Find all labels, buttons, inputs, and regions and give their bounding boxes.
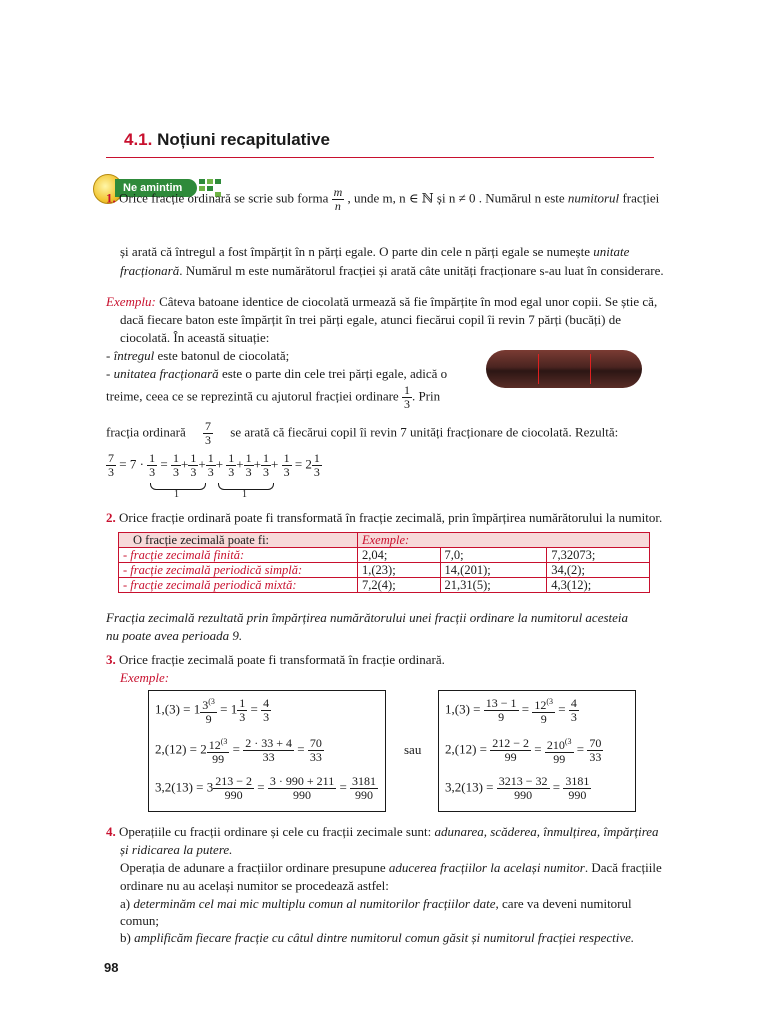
frac bbox=[569, 697, 579, 724]
p2-note-2: nu poate avea perioada 9. bbox=[106, 628, 243, 643]
p1-text-b: , unde m, n ∈ ℕ și n ≠ 0 . Numărul n este bbox=[347, 190, 565, 206]
p1-line2 bbox=[120, 244, 629, 260]
d: 33 bbox=[309, 750, 322, 764]
cell: 21,31(5); bbox=[440, 578, 547, 593]
d: 990 bbox=[568, 788, 587, 802]
frac bbox=[497, 775, 550, 802]
p3-text: Orice fracție zecimală poate fi transformată în fracție ordinară. bbox=[119, 652, 445, 667]
section-title bbox=[124, 130, 330, 150]
p4-text-5b: determinăm cel mai mic multiplu comun al numitorilor fracțiilor date, bbox=[133, 896, 499, 911]
eq: = bbox=[232, 741, 241, 757]
cell: 7,32073; bbox=[547, 548, 650, 563]
cell: 14,(201); bbox=[440, 563, 547, 578]
d: 3 bbox=[207, 465, 214, 479]
sup: (3 bbox=[564, 737, 572, 746]
d: 3 bbox=[262, 465, 269, 479]
dash: - bbox=[106, 366, 114, 381]
frac bbox=[188, 452, 198, 479]
p1-unitate: unitate bbox=[593, 244, 630, 259]
chocolate-bar-image bbox=[486, 350, 642, 388]
example-text-5: este o parte din cele trei părți egale, adică o bbox=[218, 366, 448, 381]
d: 3 bbox=[570, 710, 577, 724]
frac bbox=[213, 775, 254, 802]
n: 2 · 33 + 4 bbox=[245, 736, 293, 750]
title-divider bbox=[106, 157, 654, 158]
d: 3 bbox=[239, 710, 246, 724]
frac bbox=[206, 452, 216, 479]
decimal-types-table bbox=[118, 532, 650, 593]
eq: = bbox=[521, 701, 530, 717]
frac bbox=[587, 737, 603, 764]
dash: - bbox=[106, 348, 114, 363]
cell: 7,0; bbox=[440, 548, 547, 563]
n: 1 bbox=[283, 451, 290, 465]
frac bbox=[106, 452, 116, 479]
p4-b: b) bbox=[120, 930, 131, 945]
right-row-3 bbox=[445, 775, 591, 802]
n: 1 bbox=[313, 451, 320, 465]
d: 3 bbox=[173, 465, 180, 479]
page-number: 98 bbox=[104, 960, 119, 975]
example-label: Exemplu: bbox=[106, 294, 156, 309]
num: 12 bbox=[534, 698, 547, 712]
frac bbox=[490, 737, 531, 764]
intregul: întregul bbox=[113, 348, 155, 363]
p4-line5 bbox=[120, 896, 632, 912]
lhs: 2,(12) = 2 bbox=[155, 741, 207, 757]
eq: = 1 bbox=[220, 701, 238, 717]
d: 3 bbox=[263, 710, 270, 724]
frac bbox=[147, 452, 157, 479]
d: 3 bbox=[283, 465, 290, 479]
example-line5 bbox=[106, 366, 447, 382]
d: 3 bbox=[149, 465, 156, 479]
n bbox=[207, 735, 230, 753]
frac-den: n bbox=[334, 199, 341, 213]
table-header-1: O fracție zecimală poate fi: bbox=[119, 533, 358, 548]
eq-mid: = 7 · bbox=[119, 456, 144, 472]
table-row bbox=[119, 548, 650, 563]
cell: 4,3(12); bbox=[547, 578, 650, 593]
sau-label: sau bbox=[404, 742, 422, 757]
section-number: 4.1. bbox=[124, 130, 153, 149]
p2-line bbox=[106, 510, 662, 526]
row-kind: - fracție zecimală periodică simplă: bbox=[119, 563, 358, 578]
frac bbox=[200, 695, 217, 726]
p4-line4: ordinare nu au același numitor se procedează astfel: bbox=[120, 878, 389, 893]
frac bbox=[243, 737, 294, 764]
fraction-7-3 bbox=[203, 420, 213, 447]
eq: = bbox=[339, 779, 347, 795]
n bbox=[200, 695, 217, 713]
p2-text: Orice fracție ordinară poate fi transformată în fracție zecimală, prin împărțirea numărătorului la numitor. bbox=[119, 510, 663, 525]
p4-text-3c: . Dacă fracțiile bbox=[584, 860, 662, 875]
d: 99 bbox=[212, 752, 225, 766]
left-row-3 bbox=[155, 775, 378, 802]
cell: 34,(2); bbox=[547, 563, 650, 578]
cell: 7,2(4); bbox=[358, 578, 441, 593]
n: 213 − 2 bbox=[215, 774, 253, 788]
left-row-2 bbox=[155, 735, 324, 766]
num: 210 bbox=[546, 738, 565, 752]
row-kind: - fracție zecimală periodică mixtă: bbox=[119, 578, 358, 593]
frac-den: 3 bbox=[403, 397, 410, 411]
frac-num: 7 bbox=[205, 419, 212, 433]
lhs: 2,(12) = bbox=[445, 741, 487, 757]
n: 1 bbox=[228, 451, 235, 465]
frac bbox=[308, 737, 324, 764]
frac-num: m bbox=[333, 185, 343, 199]
left-row-1 bbox=[155, 695, 271, 726]
sup: (3 bbox=[546, 697, 554, 706]
example-text-7b: se arată că fiecărui copil îi revin 7 unități fracționare de ciocolată. Rezultă: bbox=[230, 424, 619, 440]
example-text-6b: . Prin bbox=[411, 388, 441, 404]
whole-part: 2 bbox=[305, 456, 312, 472]
eq: = bbox=[250, 701, 258, 717]
sum-equation: $\frac{7}{3}$ = 7 · $\frac{1}{3}$ = $\frac{1}{3}$ + $\frac{1}{3}$ + $\frac{1}{3}$ + $\frac{1}{3}$ + $\frac{1}{3}$ + $\frac{1}{3}$ + $\frac{1}{3}$ = 2 $\frac{1}{3}$ bbox=[108, 451, 320, 479]
cell: 1,(23); bbox=[358, 563, 441, 578]
frac bbox=[207, 735, 230, 766]
n: 1 bbox=[207, 451, 214, 465]
p1-text-a: Orice fracție ordinară se scrie sub forma bbox=[119, 190, 329, 206]
example-text-1: Câteva batoane identice de ciocolată urmează să fie împărțite în mod egal unor copii. Se știe că, bbox=[159, 294, 658, 309]
frac bbox=[171, 452, 181, 479]
badge-label: Ne amintim bbox=[115, 179, 197, 197]
p4-line2: și ridicarea la putere. bbox=[120, 842, 233, 857]
table-row bbox=[119, 578, 650, 593]
p1-text-c: fracției bbox=[622, 190, 660, 206]
n: 212 − 2 bbox=[492, 736, 530, 750]
lhs: 1,(3) = bbox=[445, 701, 481, 717]
p3-line bbox=[106, 652, 445, 668]
fraction-1-3 bbox=[402, 384, 412, 411]
p4-text-3a: Operația de adunare a fracțiilor ordinare presupune bbox=[120, 860, 386, 875]
example-text-7a: fracția ordinară bbox=[106, 424, 186, 440]
p4-a: a) bbox=[120, 896, 131, 911]
fraction-m-n bbox=[332, 186, 345, 213]
example-text-4: este batonul de ciocolată; bbox=[154, 348, 290, 363]
p1-line3 bbox=[120, 263, 664, 279]
n: 3 · 990 + 211 bbox=[269, 774, 335, 788]
right-row-2 bbox=[445, 735, 603, 766]
frac bbox=[563, 775, 591, 802]
cell: 2,04; bbox=[358, 548, 441, 563]
p4-text-5c: care va deveni numitorul bbox=[502, 896, 632, 911]
p2-note-1: Fracția zecimală rezultată prin împărțirea numărătorului unei fracții ordinare la numitorul acesteia bbox=[106, 610, 629, 625]
frac bbox=[282, 452, 292, 479]
n: 3181 bbox=[565, 774, 590, 788]
n: 7 bbox=[108, 451, 114, 465]
frac bbox=[244, 452, 254, 479]
p4-text-1a: Operațiile cu fracții ordinare și cele cu fracții zecimale sunt: bbox=[119, 824, 432, 839]
p2-number: 2. bbox=[106, 510, 116, 525]
row-kind: - fracție zecimală finită: bbox=[119, 548, 358, 563]
n: 1 bbox=[239, 696, 246, 710]
d: 3 bbox=[190, 465, 197, 479]
frac-num: 1 bbox=[403, 383, 410, 397]
p4-line7 bbox=[120, 930, 634, 946]
num: 3 bbox=[202, 698, 209, 712]
n bbox=[532, 695, 555, 713]
right-conversion-box bbox=[438, 690, 636, 812]
frac bbox=[312, 452, 322, 479]
frac bbox=[350, 775, 378, 802]
p1-fractionara: fracționară bbox=[120, 263, 180, 278]
num: 12 bbox=[208, 738, 221, 752]
lhs: 3,2(13) = 3 bbox=[155, 779, 214, 795]
d: 3 bbox=[228, 465, 235, 479]
d: 3 bbox=[245, 465, 252, 479]
n: 70 bbox=[309, 736, 322, 750]
d: 33 bbox=[262, 750, 275, 764]
n: 13 − 1 bbox=[485, 696, 517, 710]
d: 3 bbox=[313, 465, 320, 479]
d: 990 bbox=[224, 788, 243, 802]
p4-text-3b: aducerea fracțiilor la același numitor bbox=[388, 860, 585, 875]
d: 3 bbox=[108, 465, 114, 479]
example-line6 bbox=[106, 384, 440, 411]
eq: = bbox=[576, 741, 585, 757]
frac-den: 3 bbox=[205, 433, 212, 447]
table-row bbox=[119, 563, 650, 578]
n: 70 bbox=[589, 736, 602, 750]
bar-divider bbox=[590, 354, 591, 384]
frac bbox=[268, 775, 336, 802]
n: 1 bbox=[149, 451, 156, 465]
d: 990 bbox=[514, 788, 533, 802]
table-header-row bbox=[119, 533, 650, 548]
frac bbox=[226, 452, 236, 479]
p1-number: 1. bbox=[106, 190, 116, 206]
n: 1 bbox=[245, 451, 252, 465]
unitatea-fractionara: unitatea fracționară bbox=[113, 366, 219, 381]
lhs: 3,2(13) = bbox=[445, 779, 494, 795]
eq: = bbox=[558, 701, 566, 717]
d: 9 bbox=[205, 712, 212, 726]
p4-line6: comun; bbox=[120, 913, 159, 928]
bar-divider bbox=[538, 354, 539, 384]
brace-label-2: 1 bbox=[242, 489, 247, 500]
d: 990 bbox=[355, 788, 374, 802]
p4-number: 4. bbox=[106, 824, 116, 839]
example-line2: dacă fiecare baton este împărțit în trei părți egale, atunci fiecărui copil îi revin 7 părți (bucăți) de bbox=[120, 312, 621, 327]
n bbox=[545, 735, 574, 753]
example-line1 bbox=[106, 294, 657, 310]
n: 4 bbox=[570, 696, 577, 710]
p3-examples-label: Exemple: bbox=[120, 670, 170, 685]
d: 99 bbox=[553, 752, 566, 766]
sup: (3 bbox=[208, 697, 215, 706]
eq: = bbox=[552, 779, 561, 795]
sup: (3 bbox=[220, 737, 228, 746]
brace-label-1: 1 bbox=[174, 489, 179, 500]
example-line3: ciocolată. În această situație: bbox=[120, 330, 270, 345]
n: 1 bbox=[262, 451, 269, 465]
n: 4 bbox=[263, 696, 270, 710]
frac bbox=[261, 452, 271, 479]
example-line4 bbox=[106, 348, 289, 364]
d: 99 bbox=[504, 750, 517, 764]
p1-text-e: . Numărul m este numărătorul fracției și arată câte unități fracționare s-au luat în considerare. bbox=[179, 263, 664, 278]
p1-line1 bbox=[106, 186, 659, 213]
frac bbox=[484, 697, 519, 724]
example-line7 bbox=[106, 420, 618, 447]
eq: = bbox=[257, 779, 265, 795]
p4-text-7b: amplificăm fiecare fracție cu câtul dintre numitorul comun găsit și numitorul fracției respective. bbox=[134, 930, 635, 945]
right-row-1 bbox=[445, 695, 579, 726]
n: 3181 bbox=[352, 774, 377, 788]
frac bbox=[237, 697, 247, 724]
frac bbox=[545, 735, 574, 766]
p3-number: 3. bbox=[106, 652, 116, 667]
table-header-2: Exemple: bbox=[358, 533, 650, 548]
p4-line3 bbox=[120, 860, 662, 876]
d: 990 bbox=[293, 788, 312, 802]
p4-text-1b: adunarea, scăderea, înmulțirea, împărțirea bbox=[434, 824, 659, 839]
frac bbox=[532, 695, 555, 726]
n: 3213 − 32 bbox=[498, 774, 548, 788]
eq: = bbox=[297, 741, 305, 757]
n: 1 bbox=[173, 451, 180, 465]
lhs: 1,(3) = 1 bbox=[155, 701, 201, 717]
d: 33 bbox=[589, 750, 602, 764]
left-conversion-box bbox=[148, 690, 386, 812]
n: 1 bbox=[190, 451, 197, 465]
d: 9 bbox=[498, 710, 505, 724]
p1-text-d: și arată că întregul a fost împărțit în n părți egale. O parte din cele n părți egale se numește bbox=[120, 244, 590, 259]
eq: = bbox=[534, 741, 542, 757]
section-title-text: Noțiuni recapitulative bbox=[157, 130, 330, 149]
p4-line1 bbox=[106, 824, 659, 840]
frac bbox=[261, 697, 271, 724]
p1-numitorul: numitorul bbox=[567, 190, 620, 206]
d: 9 bbox=[540, 712, 547, 726]
example-text-6: treime, ceea ce se reprezintă cu ajutorul fracției ordinare bbox=[106, 388, 399, 404]
